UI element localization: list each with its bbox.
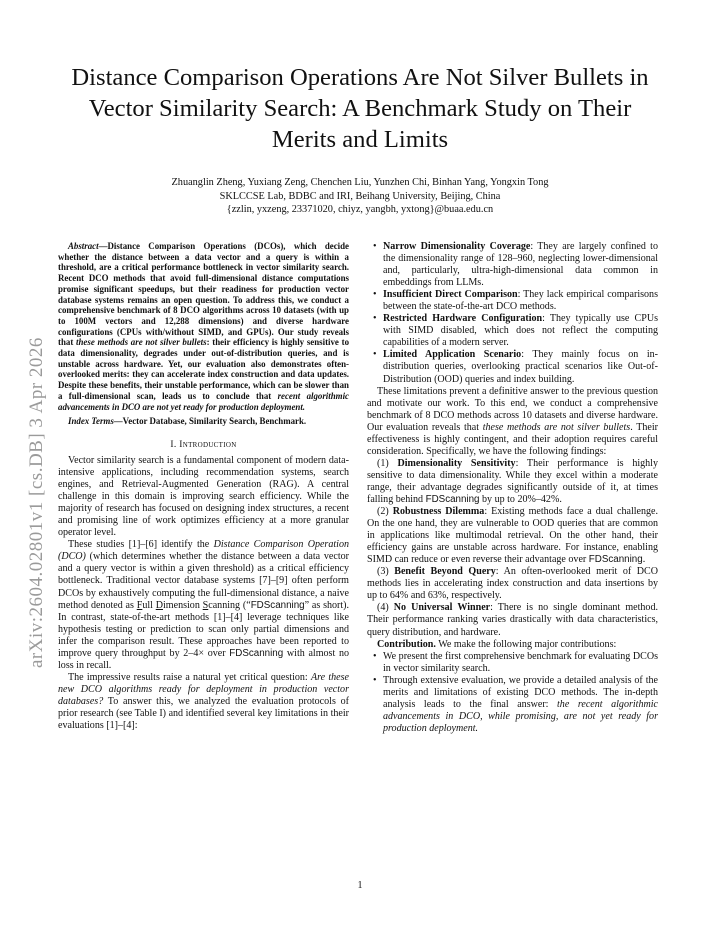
text-run: These limitations prevent a definitive answer to the previous question and motivate our work. To this end, we conduct a comprehensive benchmark of 8 DCO methods across 10 datasets and diverse hardware. Our evaluation reveals that [367, 385, 658, 433]
finding-number: (2) [377, 506, 393, 518]
author-block [60, 176, 660, 217]
finding-number: (4) [377, 602, 394, 614]
text-run: ” as short). In contrast, state-of-the-art methods [1]–[4] leverage techniques like hypothesis testing or prediction to scan only partial dimensions and infer the comparison result. These approaches have been reported to improve query throughput by 2–4× over [58, 599, 350, 659]
list-item: • We present the first comprehensive benchmark for evaluating DCOs in vector similarity search. [367, 651, 658, 675]
list-item [367, 313, 658, 349]
text-run: canning [208, 599, 241, 611]
item-label: Insufficient Direct Comparison [383, 289, 518, 301]
contributions-list [367, 651, 658, 735]
index-terms-text: —Vector Database, Similarity Search, Benchmark. [113, 416, 307, 427]
affiliation: SKLCCSE Lab, BDBC and IRI, Beihang University, Beijing, China [219, 190, 501, 202]
arxiv-id: arXiv:2604.02801v1 [cs.DB] 3 Apr 2026 [26, 337, 47, 668]
text-run: (“ [240, 599, 251, 611]
list-item [367, 349, 658, 385]
text-run: : Existing methods face a dual challenge. On the one hand, they are vulnerable to OOD queries that are common in applications like multimodal retrieval. On the other hand, their efficiency gains are unstable across hardware. For instance, enabling SIMD can reduce or even reverse their advantage over [367, 506, 658, 566]
list-item [367, 241, 658, 289]
limitations-list [367, 241, 658, 386]
item-text: : They are largely confined to the dimensionality range of 128–960, neglecting lower-dimensional and, particularly, ultra-high-dimensional data common in embeddings from LLMs. [383, 241, 658, 289]
method-name: FDScanning [229, 647, 284, 659]
finding-number: (1) [377, 457, 398, 469]
finding-1 [367, 458, 658, 506]
finding-number: (3) [377, 566, 395, 578]
underlined-letter: D [155, 599, 164, 611]
right-column [367, 241, 658, 735]
abstract [58, 241, 349, 412]
method-name: FDScanning [425, 493, 480, 505]
paragraph: Vector similarity search is a fundamental component of modern data-intensive applications, including recommendation systems, search engines, and Retrieval-Augmented Generation (RAG). A central challenge in this domain is improving search efficiency. While the majority of research has focused on designing index structures, a recent and promising line of work optimizes efficiency at a more granular operator level. [58, 455, 349, 539]
item-text: : They lack empirical comparisons between the state-of-the-art DCO methods. [383, 289, 658, 313]
finding-label: Dimensionality Sensitivity [397, 457, 516, 469]
contribution-label: Contribution. [377, 638, 436, 650]
section-heading [58, 439, 349, 451]
page-number: 1 [357, 880, 363, 891]
text-run: imension [163, 599, 203, 611]
text-run: To answer this, we analyzed the evaluation protocols of prior research (see Table I) and identified several key limitations in their evaluations [1]–[4]: [58, 695, 349, 732]
text-run: : An often-overlooked merit of DCO methods lies in accelerating index construction and data insertions by up to 64% and 63%, respectively. [367, 566, 658, 602]
item-text: : They mainly focus on in-distribution queries, overlooking practical scenarios like Out-of-Distribution (OOD) queries and index building. [383, 349, 658, 385]
abstract-label: Abstract [68, 241, 99, 251]
finding-label: Robustness Dilemma [392, 506, 485, 518]
text-run: ull [142, 599, 156, 611]
abstract-emphasis: recent algorithmic advancements in DCO are not yet ready for production deployment. [58, 390, 349, 412]
text-run: The impressive results raise a natural yet critical question: [68, 671, 311, 683]
finding-2 [367, 506, 658, 566]
emphasis: Are these new DCO algorithms ready for deployment in production vector databases? [58, 671, 349, 707]
item-text: : They typically use CPUs with SIMD disabled, which does not reflect the computing capabilities of a modern server. [383, 313, 658, 349]
abstract-text: —Distance Comparison Operations (DCOs), which decide whether the distance between a data vector and a query is within a threshold, are a critical performance bottleneck in vector similarity search. Recent DCO methods that avoid full-dimensional distance computations promise significant speedups, but their readiness for production vector database systems remains an open question. To address this, we conduct a comprehensive benchmark of 8 DCO algorithms across 10 datasets (with up to 100M vectors and 12,288 dimensions) and diverse hardware configurations (CPUs with/without SIMD, and GPUs). Our study reveals that [58, 241, 349, 348]
index-terms-label: Index Terms [68, 416, 114, 427]
text-run: . [642, 554, 646, 566]
paragraph [367, 386, 658, 458]
item-label: Restricted Hardware Configuration [383, 313, 543, 325]
text-run: with almost no loss in recall. [58, 647, 349, 671]
text-run: Through extensive evaluation, we provide a detailed analysis of the merits and limitations of existing DCO methods. The in-depth analysis leads to the final answer: [383, 674, 658, 710]
emphasis: these methods are not silver bullets [482, 421, 631, 433]
text-run: (which determines whether the distance between a data vector and a query vector is within a given threshold) as a critical efficiency bottleneck. Traditional vector database systems [7]–[9] often perform DCOs by exhaustively computing the full-dimensional distance, a naive method denoted as [58, 551, 349, 611]
text-run: We make the following major contributions: [435, 638, 617, 650]
method-name: FDScanning [250, 599, 305, 611]
author-list: Zhuanglin Zheng, Yuxiang Zeng, Chenchen Liu, Yunzhen Chi, Binhan Yang, Yongxin Tong [171, 177, 549, 188]
text-run: by up to 20%–42%. [479, 493, 562, 505]
item-label: Narrow Dimensionality Coverage [383, 241, 531, 252]
arxiv-stamp [4, 250, 60, 670]
paragraph [58, 539, 349, 672]
text-run: : There is no single dominant method. Their performance ranking varies drastically with data characteristics, query distribution, and hardware. [367, 602, 658, 638]
text-run: These studies [1]–[6] identify the [68, 539, 214, 551]
finding-4 [367, 602, 658, 638]
email: {zzlin, yxzeng, 23371020, chiyz, yangbh, yxtong}@buaa.edu.cn [226, 204, 494, 215]
abstract-text: : their efficiency is highly sensitive to data dimensionality, degrades under out-of-distribution queries, and is unstable across hardware. Yet, our evaluation also demonstrates often-overlooked merits: they can accelerate index construction and data updates. Despite these benefits, their unstable performance, which can be slower than a full-dimensional scan, leads us to conclude that [58, 337, 350, 401]
text-run: : Their performance is highly sensitive to data dimensionality. While they excel within a moderate range, their advantage degrades significantly outside of it, at times falling behind [367, 457, 658, 505]
item-label: Limited Application Scenario [383, 349, 522, 361]
list-item [367, 289, 658, 313]
section-number: I. [170, 439, 180, 450]
finding-label: No Universal Winner [393, 602, 491, 614]
emphasis: the recent algorithmic advancements in DCO, while promising, are not yet ready for production deployment. [383, 698, 658, 734]
index-terms [58, 416, 349, 427]
abstract-emphasis: these methods are not silver bullets [76, 337, 207, 348]
method-name: FDScanning [588, 554, 643, 566]
section-title: Introduction [179, 439, 237, 450]
finding-label: Benefit Beyond Query [394, 566, 496, 578]
emphasis: Distance Comparison Operation (DCO) [58, 539, 349, 563]
underlined-letter: S [202, 599, 209, 611]
finding-3 [367, 566, 658, 602]
left-column [58, 241, 349, 732]
text-run: . Their effectiveness is highly contingent, and their adoption requires careful consideration. Specifically, we have the following findings: [367, 421, 659, 457]
paper-title: Distance Comparison Operations Are Not Silver Bullets in Vector Similarity Search: A Benchmark Study on Their Merits and Limits [71, 64, 649, 153]
underlined-letter: F [136, 599, 143, 611]
contribution-paragraph [367, 639, 658, 651]
list-item [367, 675, 658, 735]
paragraph [58, 672, 349, 732]
